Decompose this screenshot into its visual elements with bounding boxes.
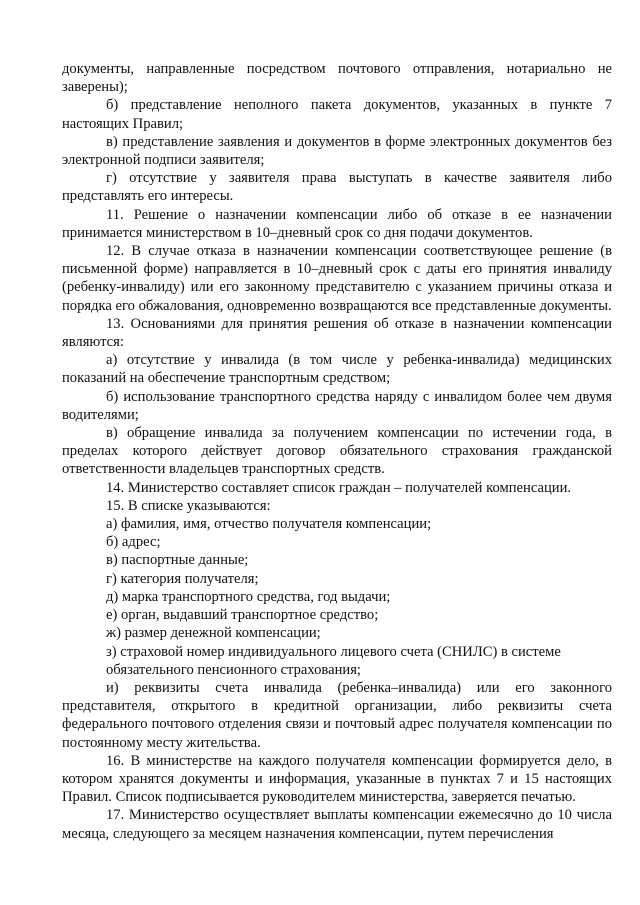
paragraph-13a: а) отсутствие у инвалида (в том числе у ребенка-инвалида) медицинских показаний на обеспечение транспортным средством;: [62, 352, 612, 387]
paragraph-14-list: 14. Министерство составляет список граждан – получателей компенсации.: [106, 479, 572, 496]
list-item-15e: е) орган, выдавший транспортное средство;: [106, 607, 379, 624]
document-page: [62, 60, 612, 843]
paragraph-15-list-contents: 15. В списке указываются:: [106, 497, 271, 514]
list-item-15g: г) категория получателя;: [106, 570, 259, 587]
paragraph-no-electronic-signature: в) представление заявления и документов в форме электронных документов без электронной подписи заявителя;: [62, 133, 612, 169]
paragraph-docs-not-notarized: документы, направленные посредством почтового отправления, нотариально не заверены);: [62, 61, 612, 96]
paragraph-13-grounds: 13. Основаниями для принятия решения об отказе в назначении компенсации являются:: [62, 315, 612, 351]
paragraph-12-refusal: 12. В случае отказа в назначении компенсации соответствующее решение (в письменной форме) направляется в 10–дневный срок с даты его принятия инвалиду (ребенку-инвалиду) или его законному представителю с указанием причины отказа и порядка его обжалования, одновременно возвращаются все представленные документы.: [62, 243, 612, 314]
paragraph-no-right-to-represent: г) отсутствие у заявителя права выступать в качестве заявителя либо представлять его интересы.: [62, 170, 612, 205]
paragraph-11-decision: 11. Решение о назначении компенсации либо об отказе в ее назначении принимается министерством в 10–дневный срок со дня подачи документов.: [62, 206, 612, 241]
list-item-15i: и) реквизиты счета инвалида (ребенка–инвалида) или его законного представителя, открытого в кредитной организации, либо реквизиты счета федерального почтового отделения связи и почтовый адрес получателя компенсации по постоянному месту жительства.: [62, 679, 612, 751]
paragraph-13b: б) использование транспортного средства наряду с инвалидом более чем двумя водителями;: [62, 388, 612, 423]
paragraph-incomplete-package: б) представление неполного пакета документов, указанных в пункте 7 настоящих Правил;: [62, 97, 612, 132]
list-item-15a: а) фамилия, имя, отчество получателя компенсации;: [106, 516, 432, 533]
list-item-15d: д) марка транспортного средства, год выдачи;: [106, 588, 391, 605]
paragraph-13v: в) обращение инвалида за получением компенсации по истечении года, в пределах которого действует договор обязательного страхования гражданской ответственности владельцев транспортных средств.: [62, 425, 612, 478]
list-item-15b: б) адрес;: [106, 534, 161, 551]
paragraph-16-case-file: 16. В министерстве на каждого получателя компенсации формируется дело, в котором хранятся документы и информация, указанные в пунктах 7 и 15 настоящих Правил. Список подписывается руководителем министерства, заверяется печатью.: [62, 752, 612, 806]
paragraph-17-payments: 17. Министерство осуществляет выплаты компенсации ежемесячно до 10 числа месяца, следующего за месяцем назначения компенсации, путем перечисления: [62, 807, 612, 842]
list-item-15z: з) страховой номер индивидуального лицевого счета (СНИЛС) в системе обязательного пенсионного страхования;: [106, 643, 561, 678]
list-item-15zh: ж) размер денежной компенсации;: [106, 625, 321, 642]
list-item-15v: в) паспортные данные;: [106, 552, 249, 569]
